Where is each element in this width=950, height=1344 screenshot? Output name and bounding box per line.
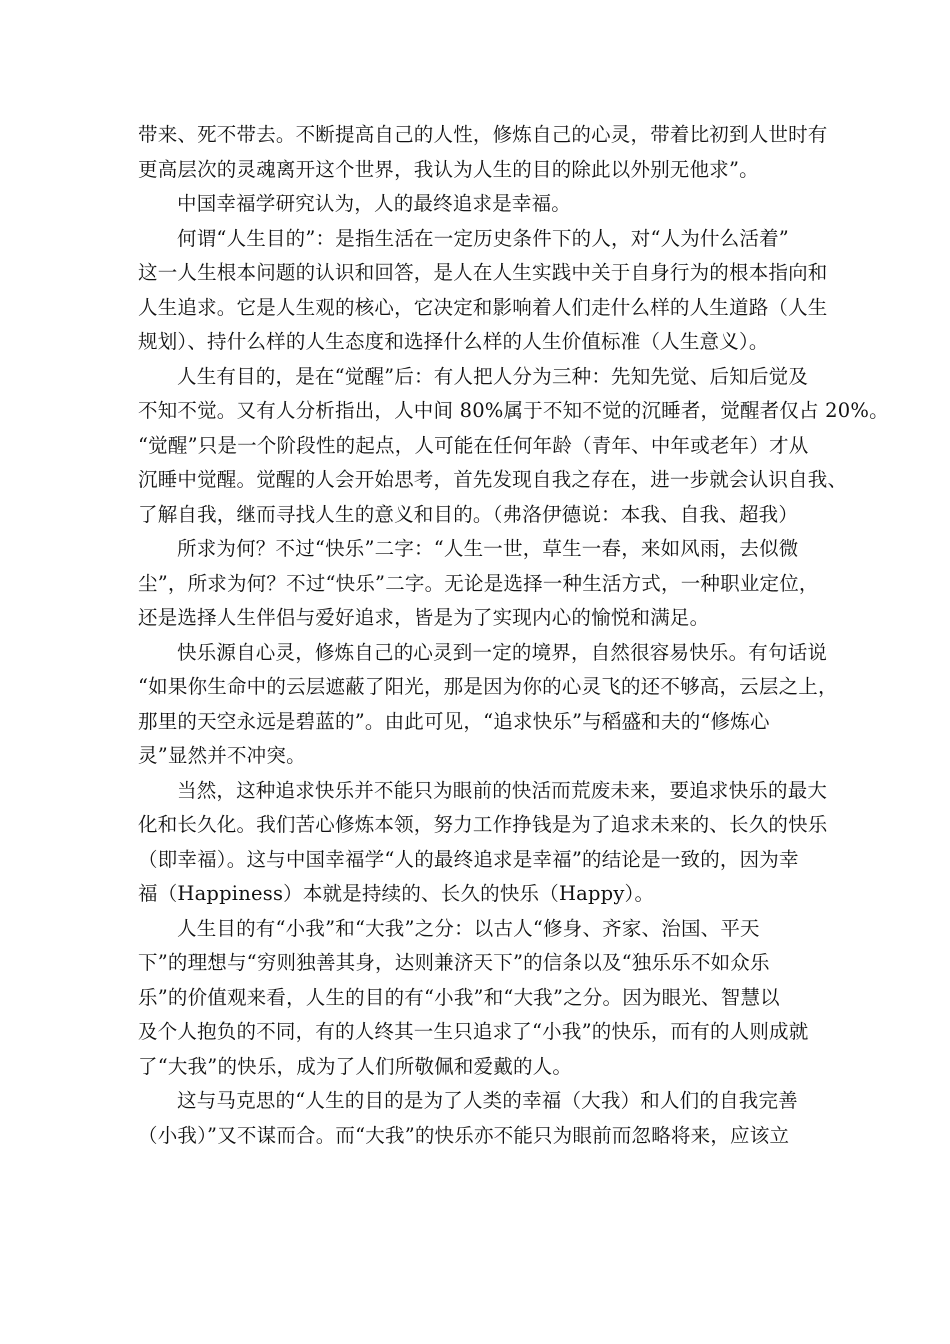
text-line: （即幸福）。这与中国幸福学“人的最终追求是幸福”的结论是一致的，因为幸 — [138, 847, 799, 871]
text-line: （小我）”又不谋而合。而“大我”的快乐亦不能只为眼前而忽略将来，应该立 — [138, 1123, 790, 1147]
text-line: 下”的理想与“穷则独善其身，达则兼济天下”的信条以及“独乐乐不如众乐 — [138, 951, 770, 974]
text-line: 这一人生根本问题的认识和回答，是人在人生实践中关于自身行为的根本指向和 — [138, 261, 828, 284]
text-line: 还是选择人生伴侣与爱好追求，皆是为了实现内心的愉悦和满足。 — [138, 606, 710, 629]
text-line: 所求为何？不过“快乐”二字：“人生一世，草生一春，来如风雨，去似微 — [177, 537, 799, 560]
document-body — [138, 118, 889, 1153]
text-line: 了“大我”的快乐，成为了人们所敬佩和爱戴的人。 — [138, 1054, 573, 1078]
text-line: 快乐源自心灵，修炼自己的心灵到一定的境界，自然很容易快乐。有句话说 — [177, 640, 828, 664]
text-line: 不知不觉。又有人分析指出，人中间 80%属于不知不觉的沉睡者，觉醒者仅占 20%。 — [138, 399, 889, 422]
text-line: 带来、死不带去。不断提高自己的人性，修炼自己的心灵，带着比初到人世时有 — [138, 123, 828, 146]
text-line: “如果你生命中的云层遮蔽了阳光，那是因为你的心灵飞的还不够高，云层之上， — [138, 675, 838, 698]
text-line: 尘”，所求为何？不过“快乐”二字。无论是选择一种生活方式，一种职业定位， — [138, 571, 819, 595]
text-line: 化和长久化。我们苦心修炼本领，努力工作挣钱是为了追求未来的、长久的快乐 — [138, 813, 828, 836]
text-line: 灵”显然并不冲突。 — [138, 744, 306, 767]
text-line: 沉睡中觉醒。觉醒的人会开始思考，首先发现自我之存在，进一步就会认识自我、 — [138, 468, 848, 491]
text-line: 人生目的有“小我”和“大我”之分：以古人“修身、齐家、治国、平天 — [177, 916, 760, 940]
text-line: 人生有目的，是在“觉醒”后：有人把人分为三种：先知先觉、后知后觉及 — [177, 364, 809, 388]
text-line: 规划）、持什么样的人生态度和选择什么样的人生价值标准（人生意义）。 — [138, 330, 769, 353]
text-line: 人生追求。它是人生观的核心，它决定和影响着人们走什么样的人生道路（人生 — [138, 295, 828, 319]
text-line: 当然，这种追求快乐并不能只为眼前的快活而荒废未来，要追求快乐的最大 — [177, 778, 828, 802]
text-line: 中国幸福学研究认为，人的最终追求是幸福。 — [177, 192, 572, 215]
text-line: 这与马克思的“人生的目的是为了人类的幸福（大我）和人们的自我完善 — [177, 1089, 798, 1112]
text-line: 福（Happiness）本就是持续的、长久的快乐（Happy）。 — [138, 882, 655, 905]
text-line: 乐”的价值观来看，人生的目的有“小我”和“大我”之分。因为眼光、智慧以 — [138, 985, 780, 1009]
text-line: 更高层次的灵魂离开这个世界，我认为人生的目的除此以外别无他求”。 — [138, 157, 759, 181]
text-line: 了解自我，继而寻找人生的意义和目的。（弗洛伊德说：本我、自我、超我） — [138, 502, 799, 526]
text-line: 那里的天空永远是碧蓝的”。由此可见，“追求快乐”与稻盛和夫的“修炼心 — [138, 709, 770, 733]
text-line: “觉醒”只是一个阶段性的起点，人可能在任何年龄（青年、中年或老年）才从 — [138, 433, 809, 457]
text-line: 何谓“人生目的”：是指生活在一定历史条件下的人，对“人为什么活着” — [177, 226, 789, 250]
text-line: 及个人抱负的不同，有的人终其一生只追求了“小我”的快乐，而有的人则成就 — [138, 1020, 809, 1043]
